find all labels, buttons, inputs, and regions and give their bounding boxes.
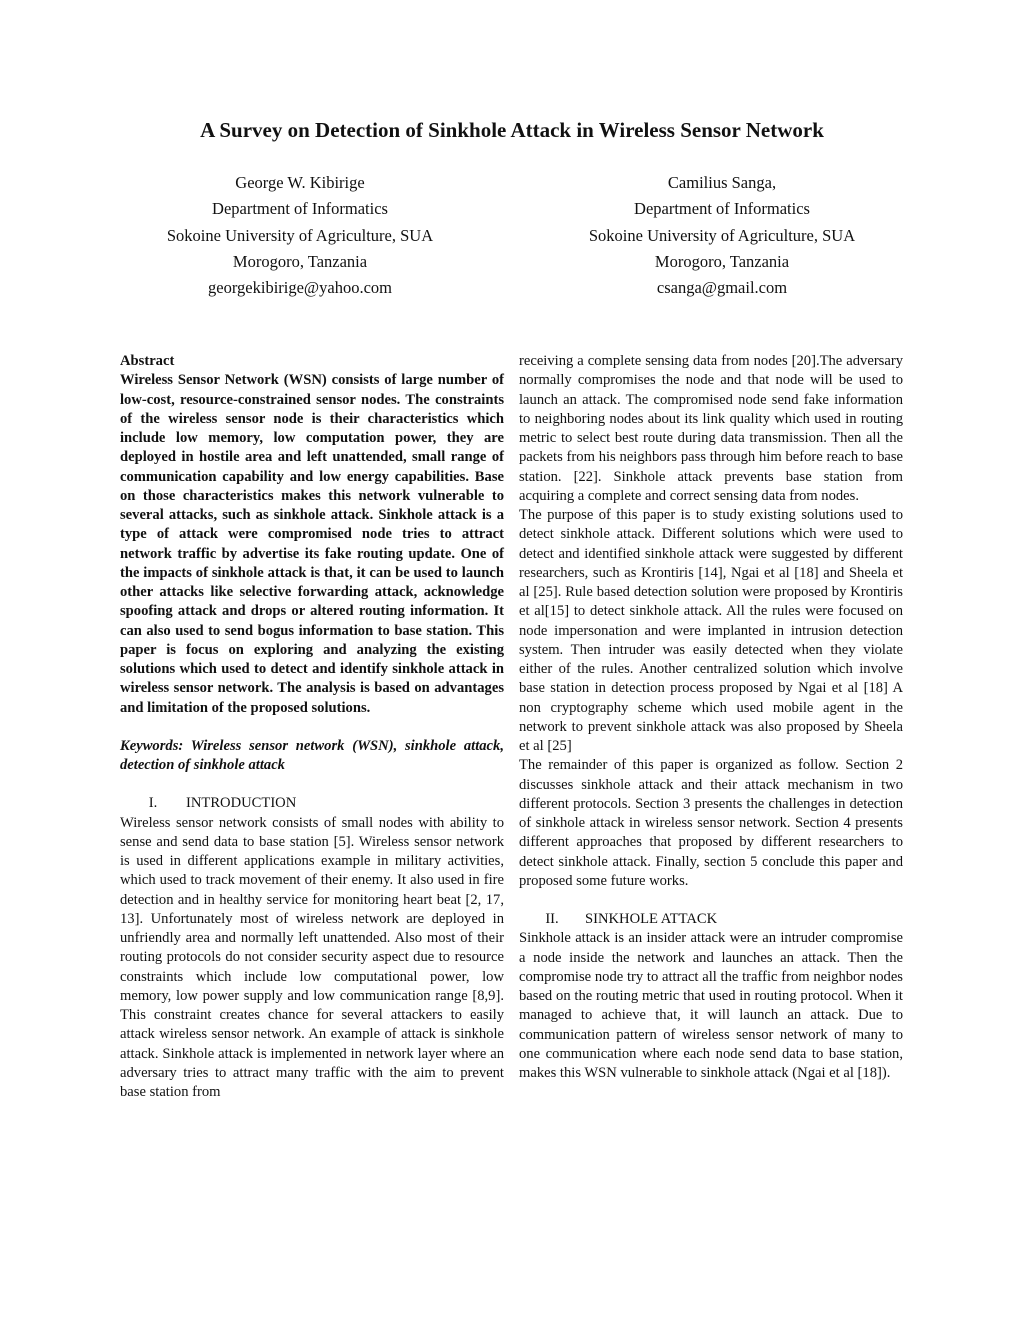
paragraph: The remainder of this paper is organized as follow. Section 2 discusses sinkhole attack and their attack mechanism in two different protocols. Section 3 presents the challenges in detection of sinkhole attack in wireless sensor network. Section 4 presents different approaches that proposed by different researchers to detect sinkhole attack. Finally, section 5 conclude this paper and proposed some future works. [519,757,903,889]
author-name: George W. Kibirige [235,173,365,192]
author-location: Morogoro, Tanzania [654,251,790,271]
abstract-heading: Abstract [120,353,175,369]
author-institution: Sokoine University of Agriculture, SUA [588,225,856,245]
paragraph: Wireless sensor network consists of small nodes with ability to sense and send data to base station [5]. Wireless sensor network is used in different applications example in military activities, which used to track movement of their enemy. It also used in fire detection and in healthy service for monitoring heart beat [2, 17, 13]. Unfortunately most of wireless network are deployed in unfriendly area and normally left unattended. Also most of their routing protocols do not consider security aspect due to resource constraints which include low computational power, low memory, low power supply and low communication range [8,9]. This constraint creates chance for several attackers to easily attack wireless sensor network. An example of attack is sinkhole attack. Sinkhole attack is implemented in network layer where an adversary tries to attract many traffic with the aim to prevent base station from [120,814,504,1100]
author-name: Camilius Sanga, [667,173,777,192]
author-department: Department of Informatics [634,199,810,219]
keywords-text: Wireless sensor network (WSN), sinkhole attack, detection of sinkhole attack [120,737,504,773]
keywords-label: Keywords: [120,737,184,754]
paragraph: receiving a complete sensing data from nodes [20].The adversary normally compromises the node and that node will be used to launch an attack. The compromised node send fake information to neighboring nodes about its link quality which used in routing metric to select best route during data transmission. Then all the packets from his neighbors pass through him before reach to base station. [22]. Sinkhole attack prevents base station from acquiring a complete and correct sensing data from nodes. [519,353,903,504]
paragraph: Sinkhole attack is an insider attack were an intruder compromise a node inside the network and launches an attack. Then the compromise node try to attract all the traffic from neighbor nodes based on the routing metric that used in routing protocol. When it managed to achieve that, it will launch an attack. Due to communication pattern of wireless sensor network of many to one communication where each node send data to base station, makes this WSN vulnerable to sinkhole attack (Ngai et al [18]). [519,930,903,1081]
section-title: INTRODUCTION [186,795,297,812]
author-email: georgekibirige@yahoo.com [208,278,392,298]
keywords [120,737,504,776]
author-block-2 [522,170,922,301]
author-block-1 [100,170,500,301]
author-department: Department of Informatics [212,199,388,219]
section-number: II. [545,911,559,927]
author-institution: Sokoine University of Agriculture, SUA [166,225,434,245]
paper-title: A Survey on Detection of Sinkhole Attack in Wireless Sensor Network [200,118,824,142]
author-location: Morogoro, Tanzania [232,251,368,271]
paragraph: The purpose of this paper is to study existing solutions used to detect sinkhole attack. Different solutions which were used to detect and identified sinkhole attack were suggested by different researchers, such as Krontiris [14], Ngai et al [18] and Sheela et al [25]. Rule based detection solution were proposed by Krontiris et al[15] to detect sinkhole attack. All the rules were focused on node impersonation and were implanted in intrusion detection system. Then intruder was easily detected when they violate either of the rules. Another centralized solution which involve base station in detection process proposed by Ngai et al [18] A non cryptography scheme which used mobile agent in the network to prevent sinkhole attack was also proposed by Sheela et al [25] [519,507,903,754]
author-email: csanga@gmail.com [656,278,788,298]
section-heading-introduction [120,794,504,813]
abstract-text: Wireless Sensor Network (WSN) consists of large number of low-cost, resource-constrained sensor nodes. The constraints of the wireless sensor node is their characteristics which include low memory, low computation power, they are deployed in hostile area and left unattended, small range of communication capability and low energy capabilities. Base on those characteristics makes this network vulnerable to several attacks, such as sinkhole attack. Sinkhole attack is a type of attack were compromised node tries to attract network traffic by advertise its fake routing update. One of the impacts of sinkhole attack is that, it can be used to launch other attacks like selective forwarding attack, acknowledge spoofing attack and drops or altered routing information. It can also used to send bogus information to base station. This paper is focus on exploring and analyzing the existing solutions which used to detect and identify sinkhole attack in wireless sensor network. The analysis is based on advantages and limitation of the proposed solutions. [120,372,504,716]
section-number: I. [148,795,158,812]
section-title: SINKHOLE ATTACK [585,911,718,927]
section-heading-sinkhole-attack [519,910,903,929]
right-column [519,352,903,1083]
left-column [120,352,504,1102]
